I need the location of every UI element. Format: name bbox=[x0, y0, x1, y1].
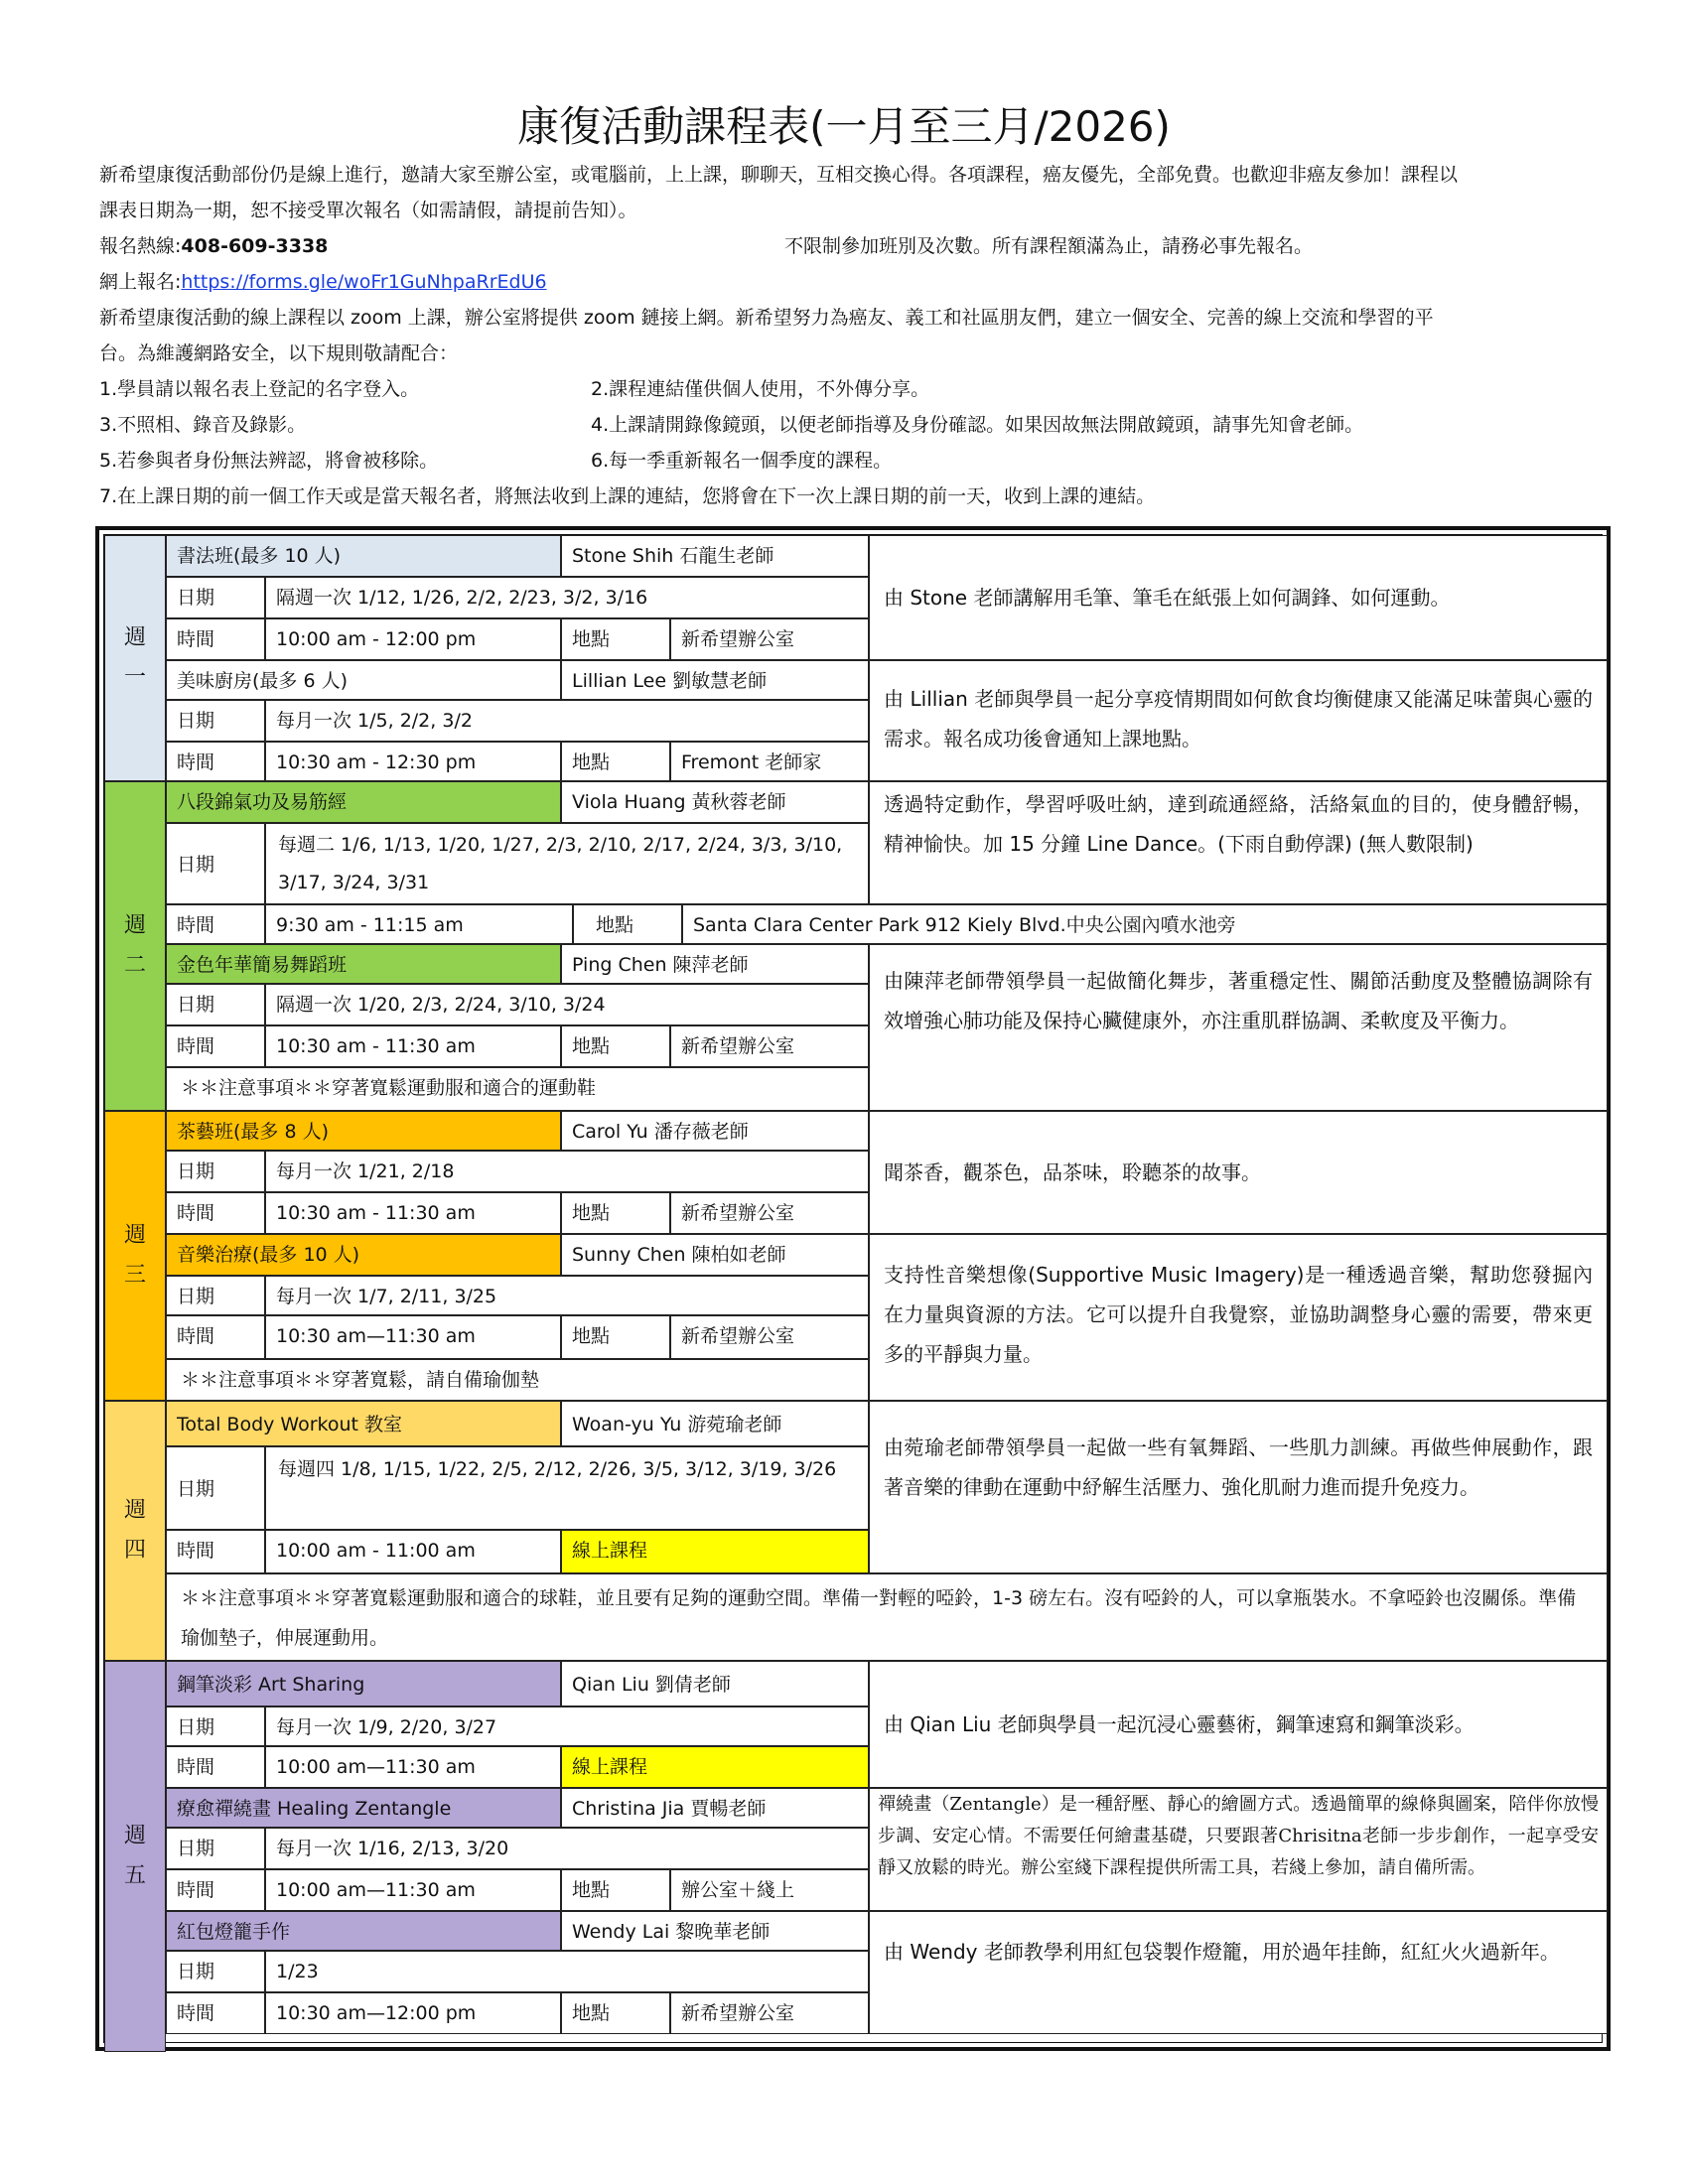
rules-row-3 bbox=[99, 443, 1609, 478]
course-date-art: 每月一次 1/9, 2/20, 3/27 bbox=[265, 1706, 869, 1746]
time-label: 時間 bbox=[166, 742, 265, 781]
date-label: 日期 bbox=[166, 1151, 265, 1192]
course-teacher-zentangle: Christina Jia 賈暢老師 bbox=[561, 1788, 869, 1828]
course-note-workout: ＊＊注意事項＊＊穿著寬鬆運動服和適合的球鞋，並且要有足夠的運動空間。準備一對輕的啞鈴，1-3 磅左右。沒有啞鈴的人，可以拿瓶裝水。不拿啞鈴也沒關係。準備瑜伽墊子，伸展運動用。 bbox=[166, 1573, 1608, 1661]
time-label: 時間 bbox=[166, 1746, 265, 1788]
course-desc-calligraphy: 由 Stone 老師講解用毛筆、筆毛在紙張上如何調鋒、如何運動。 bbox=[869, 535, 1608, 660]
rule-1: 1.學員請以報名表上登記的名字登入。 bbox=[99, 378, 420, 400]
date-label: 日期 bbox=[166, 1276, 265, 1315]
date-label: 日期 bbox=[166, 823, 265, 904]
course-teacher-qigong: Viola Huang 黃秋蓉老師 bbox=[561, 781, 869, 823]
page-title: 康復活動課程表(一月至三月/2026) bbox=[517, 102, 1171, 151]
course-time-workout: 10:00 am - 11:00 am bbox=[265, 1530, 561, 1573]
unlimited-note: 不限制參加班別及次數。所有課程額滿為止，請務必事先報名。 bbox=[784, 235, 1314, 257]
time-label: 時間 bbox=[166, 1869, 265, 1911]
rule-6: 6.每一季重新報名一個季度的課程。 bbox=[591, 450, 893, 472]
course-time-kitchen: 10:30 am - 12:30 pm bbox=[265, 742, 561, 781]
course-time-art: 10:00 am—11:30 am bbox=[265, 1746, 561, 1788]
place-label: 地點 bbox=[561, 1869, 670, 1911]
day-label-wednesday: 週三 bbox=[104, 1111, 166, 1401]
course-teacher-music: Sunny Chen 陳柏如老師 bbox=[561, 1234, 869, 1276]
course-name-kitchen: 美味廚房(最多 6 人) bbox=[166, 660, 561, 700]
course-date-zentangle: 每月一次 1/16, 2/13, 3/20 bbox=[265, 1828, 869, 1869]
rules-row-2 bbox=[99, 407, 1609, 443]
intro-line-2: 課表日期為一期，恕不接受單次報名（如需請假，請提前告知）。 bbox=[99, 200, 637, 221]
course-desc-art: 由 Qian Liu 老師與學員一起沉浸心靈藝術，鋼筆速寫和鋼筆淡彩。 bbox=[869, 1661, 1608, 1788]
place-label: 地點 bbox=[573, 904, 682, 944]
course-teacher-kitchen: Lillian Lee 劉敏慧老師 bbox=[561, 660, 869, 700]
course-time-zentangle: 10:00 am—11:30 am bbox=[265, 1869, 561, 1911]
place-label: 地點 bbox=[561, 618, 670, 660]
course-time-music: 10:30 am—11:30 am bbox=[265, 1315, 561, 1359]
time-label: 時間 bbox=[166, 618, 265, 660]
course-time-qigong: 9:30 am - 11:15 am bbox=[265, 904, 573, 944]
course-place-calligraphy: 新希望辦公室 bbox=[670, 618, 869, 660]
course-name-tea: 茶藝班(最多 8 人) bbox=[166, 1111, 561, 1151]
date-label: 日期 bbox=[166, 1951, 265, 1992]
date-label: 日期 bbox=[166, 984, 265, 1025]
day-label-monday: 週一 bbox=[104, 535, 166, 781]
course-place-tea: 新希望辦公室 bbox=[670, 1192, 869, 1234]
date-label: 日期 bbox=[166, 577, 265, 618]
time-label: 時間 bbox=[166, 1992, 265, 2034]
time-label: 時間 bbox=[166, 1192, 265, 1234]
course-name-qigong: 八段錦氣功及易筋經 bbox=[166, 781, 561, 823]
course-time-dance: 10:30 am - 11:30 am bbox=[265, 1025, 561, 1067]
course-teacher-calligraphy: Stone Shih 石龍生老師 bbox=[561, 535, 869, 577]
course-date-music: 每月一次 1/7, 2/11, 3/25 bbox=[265, 1276, 869, 1315]
day-label-tuesday: 週二 bbox=[104, 781, 166, 1111]
course-place-qigong: Santa Clara Center Park 912 Kiely Blvd.中央公園內噴水池旁 bbox=[682, 904, 1608, 944]
course-place-kitchen: Fremont 老師家 bbox=[670, 742, 869, 781]
course-date-dance: 隔週一次 1/20, 2/3, 2/24, 3/10, 3/24 bbox=[265, 984, 869, 1025]
course-desc-zentangle: 禪繞畫（Zentangle）是一種舒壓、靜心的繪圖方式。透過簡單的線條與圖案，陪伴你放慢步調、安定心情。不需要任何繪畫基礎，只要跟著Chrisitna老師一步步創作，一起享受安靜又放鬆的時光。辦公室綫下課程提供所需工具，若綫上參加，請自備所需。 bbox=[869, 1788, 1608, 1911]
hotline-label: 報名熱線: bbox=[99, 235, 182, 257]
course-time-tea: 10:30 am - 11:30 am bbox=[265, 1192, 561, 1234]
course-time-lantern: 10:30 am—12:00 pm bbox=[265, 1992, 561, 2034]
zoom-line-1: 新希望康復活動的線上課程以 zoom 上課，辦公室將提供 zoom 鏈接上網。新希望努力為癌友、義工和社區朋友們，建立一個安全、完善的線上交流和學習的平 bbox=[99, 307, 1434, 329]
date-label: 日期 bbox=[166, 1828, 265, 1869]
course-date-kitchen: 每月一次 1/5, 2/2, 3/2 bbox=[265, 700, 869, 742]
course-place-zentangle: 辦公室＋綫上 bbox=[670, 1869, 869, 1911]
intro-section bbox=[99, 157, 1609, 514]
course-desc-music: 支持性音樂想像(Supportive Music Imagery)是一種透過音樂，幫助您發掘內在力量與資源的方法。它可以提升自我覺察，並協助調整身心靈的需要，帶來更多的平靜與力量。 bbox=[869, 1234, 1608, 1401]
rule-7: 7.在上課日期的前一個工作天或是當天報名者，將無法收到上課的連結，您將會在下一次上課日期的前一天，收到上課的連結。 bbox=[99, 485, 1156, 507]
hotline-row bbox=[99, 228, 1609, 264]
day-label-friday: 週五 bbox=[104, 1661, 166, 2052]
hotline-number[interactable]: 408-609-3338 bbox=[181, 235, 329, 257]
course-name-calligraphy: 書法班(最多 10 人) bbox=[166, 535, 561, 577]
schedule-table bbox=[95, 526, 1611, 2051]
course-date-qigong: 每週二 1/6, 1/13, 1/20, 1/27, 2/3, 2/10, 2/17, 2/24, 3/3, 3/10, 3/17, 3/24, 3/31 bbox=[265, 823, 869, 904]
schedule-inner bbox=[103, 534, 1603, 2043]
date-label: 日期 bbox=[166, 700, 265, 742]
time-label: 時間 bbox=[166, 904, 265, 944]
time-label: 時間 bbox=[166, 1530, 265, 1573]
zoom-line-2: 台。為維護網路安全，以下規則敬請配合： bbox=[99, 342, 459, 364]
place-label: 地點 bbox=[561, 1992, 670, 2034]
time-label: 時間 bbox=[166, 1315, 265, 1359]
place-label: 地點 bbox=[561, 1315, 670, 1359]
course-place-dance: 新希望辦公室 bbox=[670, 1025, 869, 1067]
course-name-zentangle: 療愈禪繞畫 Healing Zentangle bbox=[166, 1788, 561, 1828]
course-place-art: 線上課程 bbox=[561, 1746, 869, 1788]
course-name-music: 音樂治療(最多 10 人) bbox=[166, 1234, 561, 1276]
online-row bbox=[99, 264, 1609, 300]
intro-line-1: 新希望康復活動部份仍是線上進行，邀請大家至辦公室，或電腦前，上上課，聊聊天，互相交換心得。各項課程，癌友優先，全部免費。也歡迎非癌友參加！課程以 bbox=[99, 164, 1459, 186]
course-teacher-workout: Woan-yu Yu 游菀瑜老師 bbox=[561, 1401, 869, 1446]
course-name-lantern: 紅包燈籠手作 bbox=[166, 1911, 561, 1951]
course-date-tea: 每月一次 1/21, 2/18 bbox=[265, 1151, 869, 1192]
time-label: 時間 bbox=[166, 1025, 265, 1067]
course-name-dance: 金色年華簡易舞蹈班 bbox=[166, 944, 561, 984]
course-time-calligraphy: 10:00 am - 12:00 pm bbox=[265, 618, 561, 660]
course-teacher-tea: Carol Yu 潘存薇老師 bbox=[561, 1111, 869, 1151]
date-label: 日期 bbox=[166, 1706, 265, 1746]
course-note-music: ＊＊注意事項＊＊穿著寬鬆，請自備瑜伽墊 bbox=[166, 1359, 869, 1401]
date-label: 日期 bbox=[166, 1446, 265, 1530]
course-name-workout: Total Body Workout 教室 bbox=[166, 1401, 561, 1446]
course-place-workout: 線上課程 bbox=[561, 1530, 869, 1573]
course-desc-dance: 由陳萍老師帶領學員一起做簡化舞步，著重穩定性、關節活動度及整體協調除有效增強心肺功能及保持心臟健康外，亦注重肌群協調、柔軟度及平衡力。 bbox=[869, 944, 1608, 1111]
course-teacher-art: Qian Liu 劉倩老師 bbox=[561, 1661, 869, 1706]
course-place-lantern: 新希望辦公室 bbox=[670, 1992, 869, 2034]
rule-5: 5.若參與者身份無法辨認，將會被移除。 bbox=[99, 450, 439, 472]
place-label: 地點 bbox=[561, 1192, 670, 1234]
rule-2: 2.課程連結僅供個人使用，不外傳分享。 bbox=[591, 378, 930, 400]
course-name-art: 鋼筆淡彩 Art Sharing bbox=[166, 1661, 561, 1706]
course-desc-qigong: 透過特定動作，學習呼吸吐納，達到疏通經絡，活絡氣血的目的，使身體舒暢，精神愉快。加 15 分鐘 Line Dance。(下雨自動停課) (無人數限制) bbox=[869, 781, 1608, 904]
course-desc-kitchen: 由 Lillian 老師與學員一起分享疫情期間如何飲食均衡健康又能滿足味蕾與心靈的需求。報名成功後會通知上課地點。 bbox=[869, 660, 1608, 781]
course-date-workout: 每週四 1/8, 1/15, 1/22, 2/5, 2/12, 2/26, 3/5, 3/12, 3/19, 3/26 bbox=[265, 1446, 869, 1530]
course-teacher-lantern: Wendy Lai 黎晚華老師 bbox=[561, 1911, 869, 1951]
day-label-thursday: 週四 bbox=[104, 1401, 166, 1661]
rules-row-1 bbox=[99, 371, 1609, 407]
rule-4: 4.上課請開錄像鏡頭，以便老師指導及身份確認。如果因故無法開啟鏡頭，請事先知會老師。 bbox=[591, 414, 1364, 436]
online-signup-link[interactable]: https://forms.gle/woFr1GuNhpaRrEdU6 bbox=[181, 271, 547, 293]
course-desc-workout: 由菀瑜老師帶領學員一起做一些有氧舞蹈、一些肌力訓練。再做些伸展動作，跟著音樂的律動在運動中紓解生活壓力、強化肌耐力進而提升免疫力。 bbox=[869, 1401, 1608, 1573]
place-label: 地點 bbox=[561, 1025, 670, 1067]
course-date-lantern: 1/23 bbox=[265, 1951, 869, 1992]
course-date-calligraphy: 隔週一次 1/12, 1/26, 2/2, 2/23, 3/2, 3/16 bbox=[265, 577, 869, 618]
course-desc-lantern: 由 Wendy 老師教學利用紅包袋製作燈籠，用於過年挂飾，紅紅火火過新年。 bbox=[869, 1911, 1608, 2034]
online-label: 網上報名: bbox=[99, 271, 182, 293]
course-teacher-dance: Ping Chen 陳萍老師 bbox=[561, 944, 869, 984]
course-place-music: 新希望辦公室 bbox=[670, 1315, 869, 1359]
course-desc-tea: 聞茶香，觀茶色，品茶味，聆聽茶的故事。 bbox=[869, 1111, 1608, 1234]
course-note-dance: ＊＊注意事項＊＊穿著寬鬆運動服和適合的運動鞋 bbox=[166, 1067, 869, 1111]
rule-3: 3.不照相、錄音及錄影。 bbox=[99, 414, 307, 436]
place-label: 地點 bbox=[561, 742, 670, 781]
